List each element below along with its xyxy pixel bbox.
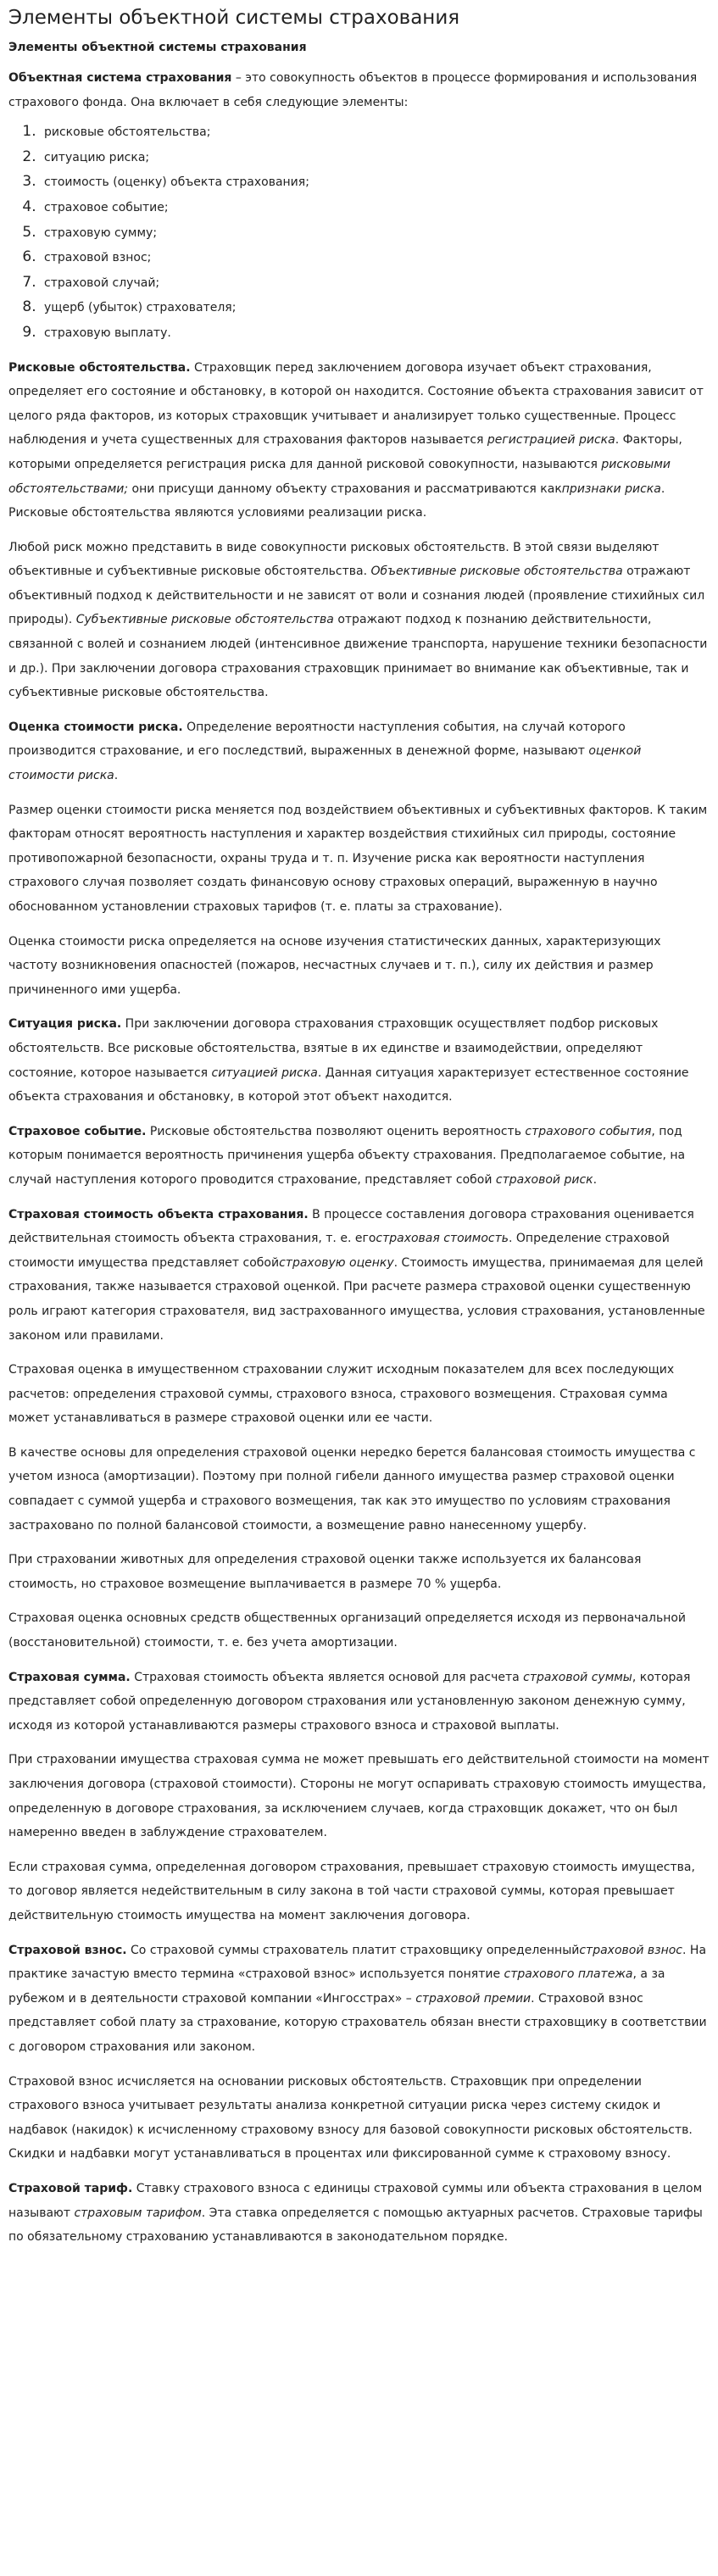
term-emphasis: страховой премии bbox=[415, 1991, 532, 2006]
term-emphasis: регистрацией риска bbox=[487, 433, 615, 448]
term-emphasis: ситуацией риска bbox=[211, 1065, 318, 1080]
intro-text: – это совокупность объектов в процессе формирования и использования страхового фонда. Она включает в себя следующие элементы: bbox=[8, 71, 698, 109]
term-emphasis: страхового события bbox=[525, 1124, 652, 1138]
term-heading: Ситуация риска. bbox=[8, 1017, 122, 1032]
paragraph-text: Рисковые обстоятельства позволяют оценить вероятность bbox=[146, 1124, 526, 1138]
paragraph-text: Если страховая сумма, определенная договором страхования, превышает страховую стоимость имущества, то договор является недействительным в силу закона в той части страховой суммы, которая превышает действительную стоимость имущества на момент заключения договора. bbox=[8, 1860, 695, 1922]
paragraph-text: Размер оценки стоимости риска меняется под воздействием объективных и субъективных факторов. К таким факторам относят вероятность наступления и характер воздействия стихийных сил природы, состояние противопожарной безопасности, охраны труда и т. п. Изучение риска как вероятности наступления страхового случая позволяет создать финансовую основу страховых операций, выраженную в научно обоснованном установлении страховых тарифов (т. е. платы за страхование). bbox=[8, 803, 708, 914]
paragraph bbox=[8, 1441, 710, 1538]
page-title: Элементы объектной системы страхования bbox=[8, 7, 460, 29]
paragraph-text: . bbox=[593, 1172, 598, 1187]
paragraph-text: Со страховой суммы страхователь платит страховщику определенный bbox=[126, 1943, 580, 1957]
paragraph-text: В качестве основы для определения страховой оценки нередко берется балансовая стоимость имущества с учетом износа (амортизации). Поэтому при полной гибели данного имущества размер страховой оценки совпадает с суммой ущерба и страхового возмещения, так как это имущество по условиям страхования застраховано по полной балансовой стоимости, а возмещение равно нанесенному ущербу. bbox=[8, 1445, 696, 1533]
term-emphasis: страховым тарифом bbox=[74, 2206, 202, 2220]
paragraph-text: отражают объективный подход к действительности и не зависят от воли и сознания людей (проявление стихийных сил природы). bbox=[8, 565, 705, 627]
paragraph-text: Страховой взнос исчисляется на основании рисковых обстоятельств. Страховщик при определении страхового взноса учитывает результаты анализа конкретной ситуации риска через систему скидок и надбавок (накидок) к исчисленному страховому взносу для базовой совокупности рисковых обстоятельств. Скидки и надбавки могут устанавливаться в процентах или фиксированной сумме к страховому взносу. bbox=[8, 2074, 693, 2162]
paragraph bbox=[8, 1203, 710, 1349]
paragraph-text: . Данная ситуация характеризует естественное состояние объекта страхования и обстановку, в которой этот объект находится. bbox=[8, 1065, 689, 1104]
paragraph-text: В процессе составления договора страхования оценивается действительная стоимость объекта страхования, т. е. его bbox=[8, 1207, 694, 1246]
term-emphasis: страховую оценку bbox=[279, 1255, 394, 1270]
paragraph-text: . Эта ставка определяется с помощью актуарных расчетов. Страховые тарифы по обязательному страхованию устанавливаются в законодательном порядке. bbox=[8, 2206, 703, 2245]
list-item: 8. ущерб (убыток) страхователя; bbox=[41, 295, 710, 320]
paragraph bbox=[8, 1855, 710, 1928]
term-emphasis: страхового платежа bbox=[504, 1967, 633, 1982]
paragraph-text: . Рисковые обстоятельства являются условиями реализации риска. bbox=[8, 481, 665, 520]
list-item: 3. стоимость (оценку) объекта страхования; bbox=[41, 170, 710, 195]
paragraph-text: Ставку страхового взноса с единицы страховой суммы или объекта страхования в целом называют bbox=[8, 2181, 703, 2220]
paragraph bbox=[8, 1748, 710, 1844]
paragraph-text: При страховании имущества страховая сумма не может превышать его действительной стоимости на момент заключения договора (страховой стоимости). Стороны не могут оспаривать страховую стоимость имущества, определенную в договоре страхования, за исключением случаев, когда страховщик докажет, что он был намеренно введен в заблуждение страхователем. bbox=[8, 1753, 710, 1840]
paragraph bbox=[8, 1120, 710, 1193]
paragraph-text: Страховая стоимость объекта является основой для расчета bbox=[130, 1670, 524, 1684]
paragraph bbox=[8, 1358, 710, 1431]
paragraph bbox=[8, 715, 710, 788]
list-item: 1. рисковые обстоятельства; bbox=[41, 120, 710, 145]
paragraph-text: Любой риск можно представить в виде совокупности рисковых обстоятельств. В этой связи выделяют объективные и субъективные рисковые обстоятельства. bbox=[8, 540, 660, 579]
paragraph bbox=[8, 356, 710, 526]
list-item: 4. страховое событие; bbox=[41, 195, 710, 220]
paragraph-text: . Стоимость имущества, принимаемая для целей страхования, также называется страховой оценкой. При расчете размера страховой оценки существенную роль играют категория страхователя, вид застрахованного имущества, условия страхования, установленные законом или правилами. bbox=[8, 1255, 705, 1343]
list-item: 6. страховой взнос; bbox=[41, 245, 710, 270]
paragraph bbox=[8, 1666, 710, 1739]
paragraph-text: . На практике зачастую вместо термина «страховой взнос» используется понятие bbox=[8, 1943, 707, 1982]
paragraph bbox=[8, 1548, 710, 1596]
intro-term: Объектная система страхования bbox=[8, 71, 232, 85]
term-heading: Страховая стоимость объекта страхования. bbox=[8, 1207, 309, 1221]
paragraph-text: , под которым понимается вероятность причинения ущерба объекту страхования. Предполагаемое событие, на случай наступления которого проводится страхование, представляет собой bbox=[8, 1124, 686, 1187]
paragraph-text: . Факторы, которыми определяется регистрация риска для данной рисковой совокупности, называются bbox=[8, 433, 682, 471]
paragraph-text: Оценка стоимости риска определяется на основе изучения статистических данных, характеризующих частоту возникновения опасностей (пожаров, несчастных случаев и т. п.), силу их действия и размер причиненного ими ущерба. bbox=[8, 934, 661, 997]
term-emphasis: страховой взнос bbox=[579, 1943, 683, 1957]
paragraph-text: . Определение страховой стоимости имущества представляет собой bbox=[8, 1232, 670, 1270]
term-emphasis: страховая стоимость bbox=[376, 1232, 509, 1246]
paragraph bbox=[8, 536, 710, 705]
term-emphasis: признаки риска bbox=[561, 481, 661, 496]
list-item: 9. страховую выплату. bbox=[41, 320, 710, 346]
paragraph-text: . Страховой взнос представляет собой плату за страхование, которую страхователь обязан внести страховщику в соответствии с договором страхования или законом. bbox=[8, 1991, 707, 2054]
paragraph-text: Страховая оценка основных средств общественных организаций определяется исходя из первоначальной (восстановительной) стоимости, т. е. без учета амортизации. bbox=[8, 1611, 687, 1650]
term-heading: Страховое событие. bbox=[8, 1124, 147, 1138]
page bbox=[0, 5, 718, 2250]
paragraph-text: , которая представляет собой определенную договором страхования или установленную законом денежную сумму, исходя из которой устанавливаются размеры страхового взноса и страховой выплаты. bbox=[8, 1670, 691, 1733]
paragraph bbox=[8, 1606, 710, 1655]
term-emphasis: Объективные рисковые обстоятельства bbox=[370, 565, 623, 579]
paragraph bbox=[8, 2070, 710, 2167]
paragraph bbox=[8, 798, 710, 920]
term-heading: Оценка стоимости риска. bbox=[8, 720, 183, 734]
article-body bbox=[8, 356, 710, 2250]
paragraph-text: они присущи данному объекту страхования и рассматриваются как bbox=[128, 481, 562, 496]
term-emphasis: страховой суммы bbox=[523, 1670, 632, 1684]
paragraph-text: При заключении договора страхования страховщик осуществляет подбор рисковых обстоятельств. Все рисковые обстоятельства, взятые в их единстве и взаимодействии, определяют состояние, которое называется bbox=[8, 1017, 659, 1080]
term-heading: Страховая сумма. bbox=[8, 1670, 131, 1684]
paragraph bbox=[8, 2177, 710, 2250]
elements-list bbox=[8, 120, 710, 345]
term-heading: Страховой взнос. bbox=[8, 1943, 127, 1957]
paragraph-text: отражают подход к познанию действительности, связанной с волей и сознанием людей (интенсивное движение транспорта, нарушение техники безопасности и др.). При заключении договора страхования страховщик принимает во внимание как объективные, так и субъективные рисковые обстоятельства. bbox=[8, 613, 708, 700]
paragraph-text: Определение вероятности наступления события, на случай которого производится страхование, и его последствий, выраженных в денежной форме, называют bbox=[8, 720, 626, 759]
term-emphasis: страховой риск bbox=[495, 1172, 593, 1187]
list-item: 7. страховой случай; bbox=[41, 270, 710, 296]
term-emphasis: Субъективные рисковые обстоятельства bbox=[75, 613, 334, 627]
term-emphasis: оценкой стоимости риска bbox=[8, 744, 642, 783]
paragraph-text: . bbox=[114, 769, 119, 783]
term-heading: Рисковые обстоятельства. bbox=[8, 360, 191, 375]
term-emphasis: рисковыми обстоятельствами; bbox=[8, 457, 671, 496]
paragraph-text: Страховая оценка в имущественном страховании служит исходным показателем для всех последующих расчетов: определения страховой суммы, страхового взноса, страхового возмещения. Страховая сумма может устанавливаться в размере страховой оценки или ее части. bbox=[8, 1363, 675, 1426]
paragraph bbox=[8, 1012, 710, 1109]
paragraph-text: Страховщик перед заключением договора изучает объект страхования, определяет его состояние и обстановку, в которой он находится. Состояние объекта страхования зависит от целого ряда факторов, из которых страховщик учитывает и анализирует только существенные. Процесс наблюдения и учета существенных для страхования факторов называется bbox=[8, 360, 704, 448]
list-item: 2. ситуацию риска; bbox=[41, 145, 710, 170]
paragraph-text: При страховании животных для определения страховой оценки также используется их балансовая стоимость, но страховое возмещение выплачивается в размере 70 % ущерба. bbox=[8, 1553, 642, 1591]
intro-paragraph bbox=[8, 66, 710, 114]
paragraph bbox=[8, 930, 710, 1003]
term-heading: Страховой тариф. bbox=[8, 2181, 133, 2195]
section-subheading: Элементы объектной системы страхования bbox=[8, 41, 307, 54]
paragraph-text: , а за рубежом и в деятельности страховой компании «Ингосстрах» – bbox=[8, 1967, 665, 2006]
paragraph bbox=[8, 1939, 710, 2060]
list-item: 5. страховую сумму; bbox=[41, 220, 710, 246]
